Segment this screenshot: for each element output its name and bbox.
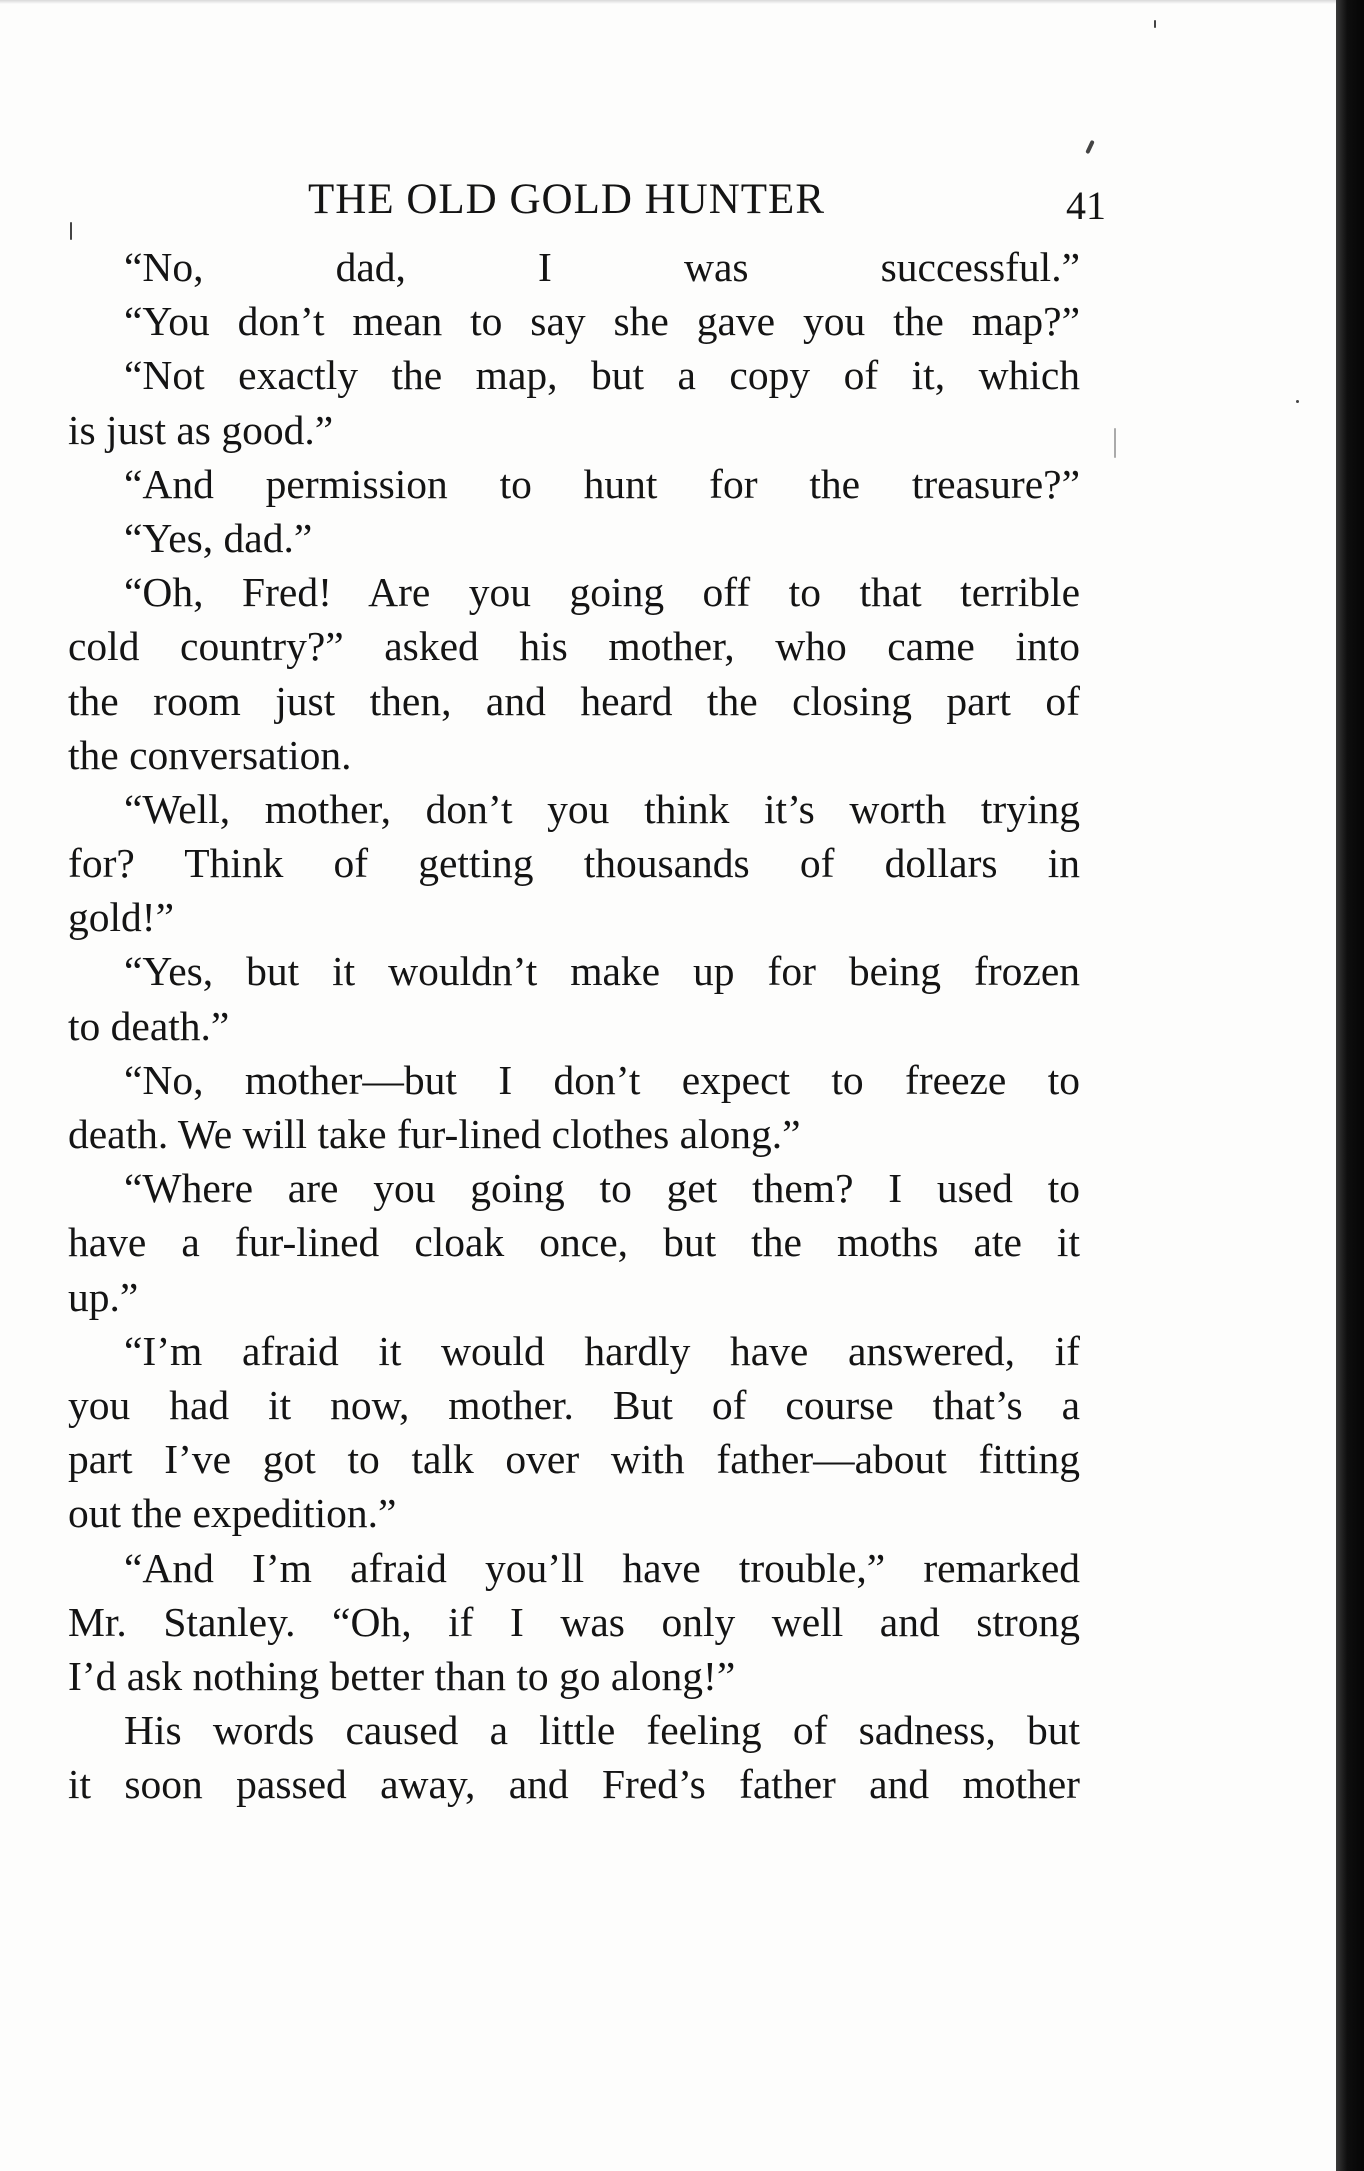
text-line: I’d ask nothing better than to go along!” xyxy=(68,1652,736,1699)
text-line: “Where are you going to get them? I used to xyxy=(124,1165,1080,1212)
text-line: part I’ve got to talk over with father—about fitting xyxy=(68,1436,1080,1483)
text-line: “Not exactly the map, but a copy of it, which xyxy=(124,352,1080,399)
scan-speck xyxy=(1085,140,1095,154)
body-text xyxy=(68,240,1080,1811)
scan-speck xyxy=(1114,428,1116,458)
text-line: His words caused a little feeling of sadness, but xyxy=(124,1707,1080,1754)
scan-speck xyxy=(1154,20,1156,28)
text-line: it soon passed away, and Fred’s father and mother xyxy=(68,1761,1080,1808)
page-header xyxy=(68,170,1106,230)
text-line: “Yes, dad.” xyxy=(124,514,313,561)
text-line: is just as good.” xyxy=(68,406,334,453)
text-line: “No, mother—but I don’t expect to freeze to xyxy=(124,1056,1080,1103)
text-line: to death.” xyxy=(68,1002,230,1049)
text-line: out the expedition.” xyxy=(68,1490,397,1537)
scan-speck xyxy=(1296,400,1299,403)
text-line: “No, dad, I was successful.” xyxy=(124,244,1080,290)
text-line: for? Think of getting thousands of dollars in xyxy=(68,840,1080,887)
text-line: cold country?” asked his mother, who came into xyxy=(68,623,1080,670)
running-title: THE OLD GOLD HUNTER xyxy=(308,176,826,223)
page-binding-edge xyxy=(1336,0,1364,2171)
text-line: up.” xyxy=(68,1273,139,1320)
text-line: gold!” xyxy=(68,894,175,941)
text-line: Mr. Stanley. “Oh, if I was only well and strong xyxy=(68,1598,1080,1645)
text-line: “And I’m afraid you’ll have trouble,” remarked xyxy=(124,1544,1080,1591)
text-line: you had it now, mother. But of course that’s a xyxy=(68,1381,1080,1428)
text-line: “Well, mother, don’t you think it’s worth trying xyxy=(124,785,1080,832)
text-line: have a fur-lined cloak once, but the moths ate it xyxy=(68,1219,1080,1266)
scan-speck xyxy=(70,222,72,240)
page-top-edge xyxy=(0,0,1364,4)
text-line: “And permission to hunt for the treasure?” xyxy=(124,460,1080,507)
text-line: “I’m afraid it would hardly have answered, if xyxy=(124,1327,1080,1374)
text-line: the room just then, and heard the closing part of xyxy=(68,677,1080,724)
text-line: “Oh, Fred! Are you going off to that terrible xyxy=(124,569,1080,616)
text-line: “You don’t mean to say she gave you the map?” xyxy=(124,298,1080,345)
text-line: death. We will take fur-lined clothes along.” xyxy=(68,1111,801,1157)
text-line: the conversation. xyxy=(68,731,352,778)
text-line: “Yes, but it wouldn’t make up for being frozen xyxy=(124,948,1080,995)
page-number: 41 xyxy=(1066,183,1106,228)
